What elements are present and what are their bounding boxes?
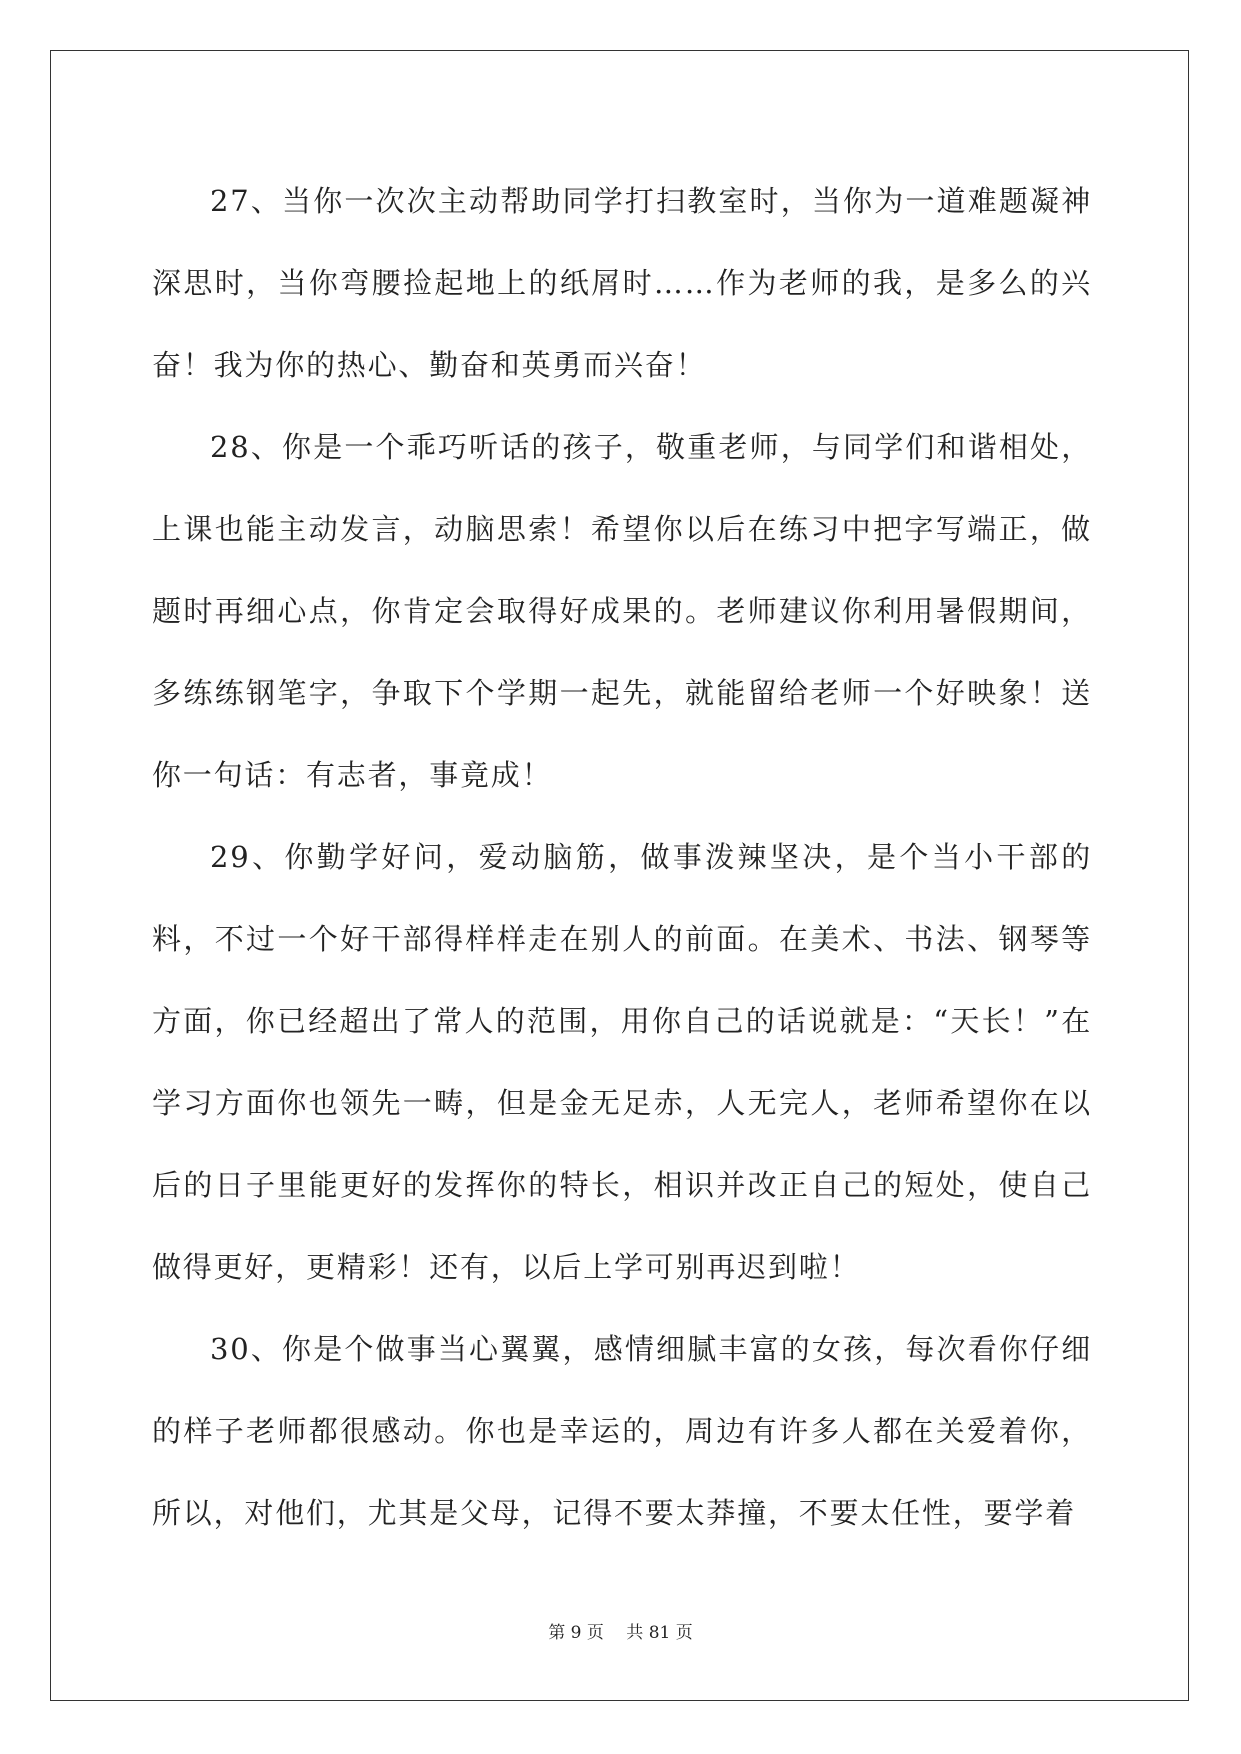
paragraph-30: 30、你是个做事当心翼翼，感情细腻丰富的女孩，每次看你仔细的样子老师都很感动。你也是幸运的，周边有许多人都在关爱着你，所以，对他们，尤其是父母，记得不要太莽撞，不要太任性，要学着 xyxy=(152,1332,1092,1530)
page-number-footer: 第 9 页 共 81 页 xyxy=(548,1623,693,1643)
paragraph-29: 29、你勤学好问，爱动脑筋，做事泼辣坚决，是个当小干部的料，不过一个好干部得样样走在别人的前面。在美术、书法、钢琴等方面，你已经超出了常人的范围，用你自己的话说就是：“天长！”在学习方面你也领先一畴，但是金无足赤，人无完人，老师希望你在以后的日子里能更好的发挥你的特长，相识并改正自己的短处，使自己做得更好，更精彩！还有，以后上学可别再迟到啦！ xyxy=(152,840,1092,1284)
document-body xyxy=(152,160,1092,1554)
paragraph-27: 27、当你一次次主动帮助同学打扫教室时，当你为一道难题凝神深思时，当你弯腰捡起地上的纸屑时……作为老师的我，是多么的兴奋！我为你的热心、勤奋和英勇而兴奋！ xyxy=(152,184,1092,382)
paragraph-28: 28、你是一个乖巧听话的孩子，敬重老师，与同学们和谐相处，上课也能主动发言，动脑思索！希望你以后在练习中把字写端正，做题时再细心点，你肯定会取得好成果的。老师建议你利用暑假期间，多练练钢笔字，争取下个学期一起先，就能留给老师一个好映象！送你一句话：有志者，事竟成！ xyxy=(152,430,1092,792)
